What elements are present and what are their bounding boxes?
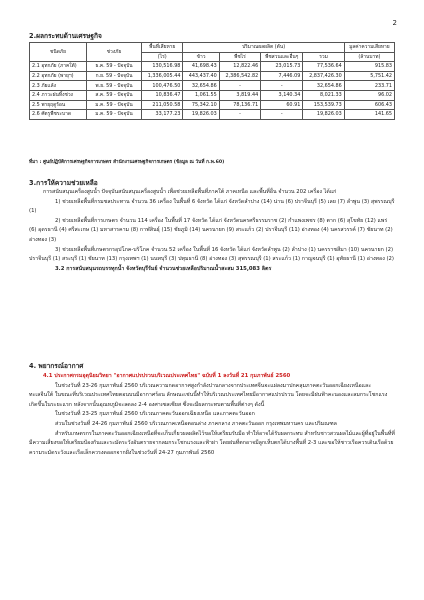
col-total: รวม <box>303 52 344 62</box>
cell-total: 2,837,426.30 <box>303 71 344 81</box>
cell-total: 19,826.03 <box>303 110 344 120</box>
cell-area: 100,476.50 <box>142 81 183 91</box>
cell-total: 32,654.86 <box>303 81 344 91</box>
damage-table <box>29 42 395 120</box>
cell-total: 77,536.64 <box>303 62 344 72</box>
col-type: ชนิดภัย <box>30 43 87 62</box>
cell-field: - <box>219 81 260 91</box>
cell-period: ส.ค. 59 - ปัจจุบัน <box>87 90 142 100</box>
cell-type: 2.2 อุทกภัย (พายุฯ) <box>30 71 87 81</box>
table-row <box>30 62 395 72</box>
cell-rice: 41,698.43 <box>183 62 219 72</box>
col-value-unit: (ล้านบาท) <box>344 52 394 62</box>
cell-value: 141.65 <box>344 110 394 120</box>
cell-area: 211,050.58 <box>142 100 183 110</box>
cell-area: 10,836.47 <box>142 90 183 100</box>
cell-period: พ.ย. 59 - ปัจจุบัน <box>87 81 142 91</box>
col-period: ช่วงภัย <box>87 43 142 62</box>
col-value: มูลค่าความเสียหาย <box>344 43 394 53</box>
cell-rice: 75,342.10 <box>183 100 219 110</box>
cell-period: ม.ค. 59 - ปัจจุบัน <box>87 100 142 110</box>
section-3-title: 3.การให้ความช่วยเหลือ <box>29 179 98 187</box>
cell-rice: 19,826.03 <box>183 110 219 120</box>
cell-value: 5,751.42 <box>344 71 394 81</box>
col-volume: ปริมาณผลผลิต (ตัน) <box>183 43 344 53</box>
cell-type: 2.4 ภาวะฝนทิ้งช่วง <box>30 90 87 100</box>
s4-para-1: ในช่วงวันที่ 23-26 กุมภาพันธ์ 2560 บริเวณความกดอากาศสูงกำลังปานกลางจากประเทศจีนจะแผ่ลงมาปกคลุมภาคตะวันออกเฉียงเหนือและทะเลจีนใต้ ในขณะที่บริเวณประเทศไทยตอนบนมีอากาศร้อน ลักษณะเช่นนี้ทำให้บริเวณประเทศไทยมีอากาศแปรปรวน โดยจะมีฝนฟ้าคะนองและลมกระโชกแรงเกิดขึ้นในระยะแรก หลังจากนั้นอุณหภูมิจะลดลง 2-4 องศาเซลเซียส ซึ่งจะมีผลกระทบตามพื้นที่ต่างๆ ดังนี้ <box>29 382 388 408</box>
s4-para-3: ส่วนในช่วงวันที่ 24-26 กุมภาพันธ์ 2560 บริเวณภาคเหนือตอนล่าง ภาคกลาง ภาคตะวันออก กรุงเทพมหานคร และปริมณฑล <box>55 420 337 427</box>
section-4-title: 4. พยากรณ์อากาศ <box>29 362 84 370</box>
cell-value: 606.43 <box>344 100 394 110</box>
col-area-unit: (ไร่) <box>142 52 183 62</box>
page-number: 2 <box>392 19 397 27</box>
cell-type: 2.1 อุทกภัย (ภาคใต้) <box>30 62 87 72</box>
cell-area: 1,336,005.44 <box>142 71 183 81</box>
table-row <box>30 110 395 120</box>
s3-item-1: 1) ช่วยเหลือพื้นที่กรมชลประทาน จำนวน 36 เครื่อง ในพื้นที่ 6 จังหวัด ได้แก่ จังหวัดลำปาง (14) น่าน (6) ปราจีนบุรี (5) เลย (7) ลำพูน (3) สุพรรณบุรี (1) <box>29 198 395 215</box>
cell-rice: 443,437.40 <box>183 71 219 81</box>
cell-veg: 23,015.73 <box>261 62 303 72</box>
table-row <box>30 81 395 91</box>
section-3-body <box>29 188 395 274</box>
cell-veg: - <box>261 110 303 120</box>
cell-veg: 7,446.09 <box>261 71 303 81</box>
cell-period: ธ.ค. 59 - ปัจจุบัน <box>87 62 142 72</box>
cell-field: 3,819.44 <box>219 90 260 100</box>
cell-value: 233.71 <box>344 81 394 91</box>
s3-item-3: 3) ช่วยเหลือพื้นที่เกษตรกรอุปโภค-บริโภค จำนวน 52 เครื่อง ในพื้นที่ 16 จังหวัด ได้แก่ จังหวัดลำพูน (2) ลำปาง (1) นครราชสีมา (10) นครนายก (2) ปราจีนบุรี (1) สระบุรี (1) ชัยนาท (13) กรุงเทพฯ (1) นนทบุรี (3) ปทุมธานี (8) อ่างทอง (3) สุพรรณบุรี (1) สระแก้ว (1) กาญจนบุรี (1) อุทัยธานี (1) อ่างทอง (2) <box>29 246 394 263</box>
table-row <box>30 90 395 100</box>
table-source-note: ที่มา : ศูนย์ปฏิบัติการเศรษฐกิจการเกษตร สำนักงานเศรษฐกิจการเกษตร (ข้อมูล ณ วันที่ ก.พ.60) <box>29 160 225 165</box>
cell-field: 2,386,542.82 <box>219 71 260 81</box>
cell-area: 130,516.98 <box>142 62 183 72</box>
col-veg: พืชสวนและอื่นๆ <box>261 52 303 62</box>
cell-veg: 60.91 <box>261 100 303 110</box>
section-4-body <box>29 372 395 458</box>
cell-type: 2.3 ภัยแล้ง <box>30 81 87 91</box>
cell-period: ม.ค. 59 - ปัจจุบัน <box>87 110 142 120</box>
cell-rice: 32,654.86 <box>183 81 219 91</box>
cell-field: - <box>219 110 260 120</box>
section-2-title: 2.ผลกระทบด้านเศรษฐกิจ <box>29 32 102 40</box>
cell-field: 78,136.71 <box>219 100 260 110</box>
cell-field: 12,822.46 <box>219 62 260 72</box>
table-row <box>30 100 395 110</box>
s3-item-2: 2) ช่วยเหลือพื้นที่การเกษตร จำนวน 114 เครื่อง ในพื้นที่ 17 จังหวัด ได้แก่ จังหวัดนครศรีธรรมราช (2) กำแพงเพชร (8) ตาก (6) สุโขทัย (12) แพร่ (6) อุดรธานี (4) ศรีสะเกษ (1) มหาสารคาม (8) กาฬสินธุ์ (15) ชัยภูมิ (14) นครนายก (9) สระแก้ว (2) ปราจีนบุรี (11) อ่างทอง (4) นครสวรรค์ (7) ชัยนาท (2) อ่างทอง (3) <box>29 217 393 243</box>
cell-type: 2.5 พายุฤดูร้อน <box>30 100 87 110</box>
cell-value: 915.83 <box>344 62 394 72</box>
cell-veg: - <box>261 81 303 91</box>
s4-para-4: สำหรับเกษตรกรในภาคตะวันออกเฉียงเหนือที่จะเก็บเกี่ยวผลผลิตไว้ขอให้เตรียมรับมือ ทำให้อาจได้รับผลกระทบ สำหรับชาวสวนผลไม้และผู้ที่อยู่ในพื้นที่ที่มีความเสี่ยงขอให้เตรียมป้องกันและระมัดระวังอันตรายจากลมกระโชกแรงและฟ้าผ่า โดยฝนที่ตกอาจมีลูกเห็บตกได้บางพื้นที่ 2-3 และขอให้ชาวเรือควรเดินเรือด้วยความระมัดระวังและเรือเล็กควรงดออกจากฝั่งในช่วงวันที่ 24-27 กุมภาพันธ์ 2560 <box>29 430 395 456</box>
s4-para-2: ในช่วงวันที่ 23-25 กุมภาพันธ์ 2560 บริเวณภาคตะวันออกเฉียงเหนือ และภาคตะวันออก <box>55 411 255 418</box>
col-field: พืชไร่ <box>219 52 260 62</box>
cell-veg: 3,140.34 <box>261 90 303 100</box>
cell-type: 2.6 ศัตรูพืชระบาด <box>30 110 87 120</box>
col-rice: ข้าว <box>183 52 219 62</box>
s3-item-4: 3.2 การสนับสนุนรถบรรทุกน้ำ จังหวัดบุรีรัมย์ จำนวนช่วยเหลือปริมาณน้ำสะสม 315,083 ลิตร <box>55 265 272 272</box>
s3-intro: การสนับสนุนเครื่องสูบน้ำ ปัจจุบันสนับสนุนเครื่องสูบน้ำ เพื่อช่วยเหลือพื้นที่ภาคใต้ ภาคเหนือ และพื้นที่อื่น จำนวน 202 เครื่อง ได้แก่ <box>43 189 337 195</box>
cell-period: ก.ย. 59 - ปัจจุบัน <box>87 71 142 81</box>
cell-total: 153,539.73 <box>303 100 344 110</box>
cell-area: 33,177.23 <box>142 110 183 120</box>
col-area: พื้นที่เสียหาย <box>142 43 183 53</box>
table-row <box>30 71 395 81</box>
s4-announcement: 4.1 ประกาศกรมอุตุนิยมวิทยา "อากาศแปรปรวนบริเวณประเทศไทย" ฉบับที่ 1 ลงวันที่ 21 กุมภาพันธ์ 2560 <box>43 373 291 379</box>
cell-rice: 1,061.55 <box>183 90 219 100</box>
cell-value: 96.02 <box>344 90 394 100</box>
cell-total: 8,021.33 <box>303 90 344 100</box>
